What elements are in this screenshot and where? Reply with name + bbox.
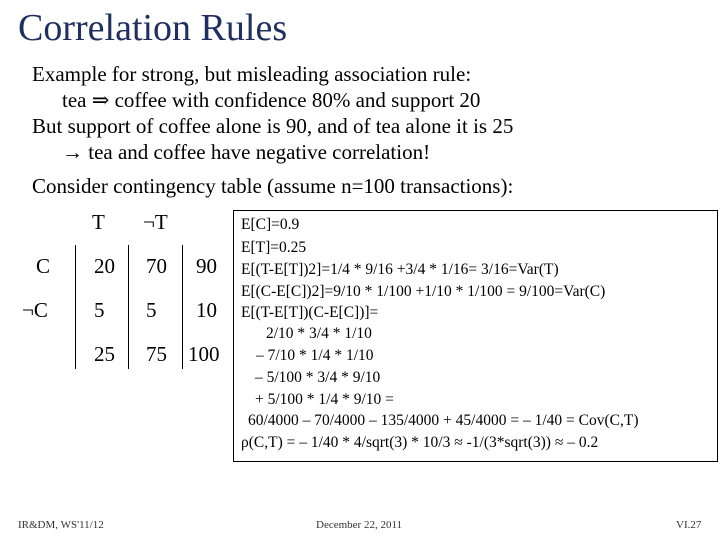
slide-title: Correlation Rules <box>18 7 288 49</box>
box-line-11: ρ(C,T) = – 1/40 * 4/sqrt(3) * 10/3 ≈ -1/(3*sqrt(3)) ≈ – 0.2 <box>241 434 599 451</box>
box-line-8: – 5/100 * 3/4 * 9/10 <box>255 369 381 386</box>
row-label-not-c: ¬C <box>22 298 48 322</box>
cell-not-c-not-t: 5 <box>146 298 157 322</box>
box-line-3: E[(T-E[T])2]=1/4 * 9/16 +3/4 * 1/16= 3/16=Var(T) <box>241 261 559 278</box>
cell-c-not-t: 70 <box>146 254 167 278</box>
col-header-not-t: ¬T <box>143 210 168 234</box>
row-label-c: C <box>36 254 51 278</box>
box-line-2: E[T]=0.25 <box>241 239 307 256</box>
table-divider-middle <box>128 245 129 369</box>
cell-c-t: 20 <box>94 254 115 278</box>
intro-line-1: Example for strong, but misleading association rule: <box>32 62 472 86</box>
box-line-1: E[C]=0.9 <box>241 216 300 233</box>
cell-total-not-t: 75 <box>146 342 167 366</box>
box-line-5: E[(T-E[T])(C-E[C])]= <box>241 304 379 321</box>
cell-grand-total: 100 <box>188 342 220 366</box>
cell-total-t: 25 <box>94 342 115 366</box>
box-line-9: + 5/100 * 1/4 * 9/10 = <box>255 391 394 408</box>
cell-not-c-t: 5 <box>94 298 105 322</box>
box-line-6: 2/10 * 3/4 * 1/10 <box>266 325 372 342</box>
cell-c-total: 90 <box>196 254 217 278</box>
footer-slide-number: VI.27 <box>676 519 702 531</box>
box-line-4: E[(C-E[C])2]=9/10 * 1/100 +1/10 * 1/100 = 9/100=Var(C) <box>241 283 606 300</box>
intro-line-5: Consider contingency table (assume n=100 transactions): <box>32 174 514 198</box>
table-divider-left <box>75 245 76 369</box>
box-line-7: – 7/10 * 1/4 * 1/10 <box>256 347 374 364</box>
cell-not-c-total: 10 <box>196 298 217 322</box>
intro-line-2: tea ⇒ coffee with confidence 80% and support 20 <box>62 88 481 112</box>
col-header-t: T <box>92 210 105 234</box>
intro-line-4: → tea and coffee have negative correlation! <box>62 140 431 164</box>
table-divider-right <box>182 245 183 369</box>
box-line-10: 60/4000 – 70/4000 – 135/4000 + 45/4000 = – 1/40 = Cov(C,T) <box>248 412 639 429</box>
footer-course: IR&DM, WS'11/12 <box>18 519 104 531</box>
footer-date: December 22, 2011 <box>316 519 403 531</box>
intro-line-3: But support of coffee alone is 90, and of tea alone it is 25 <box>32 114 514 138</box>
